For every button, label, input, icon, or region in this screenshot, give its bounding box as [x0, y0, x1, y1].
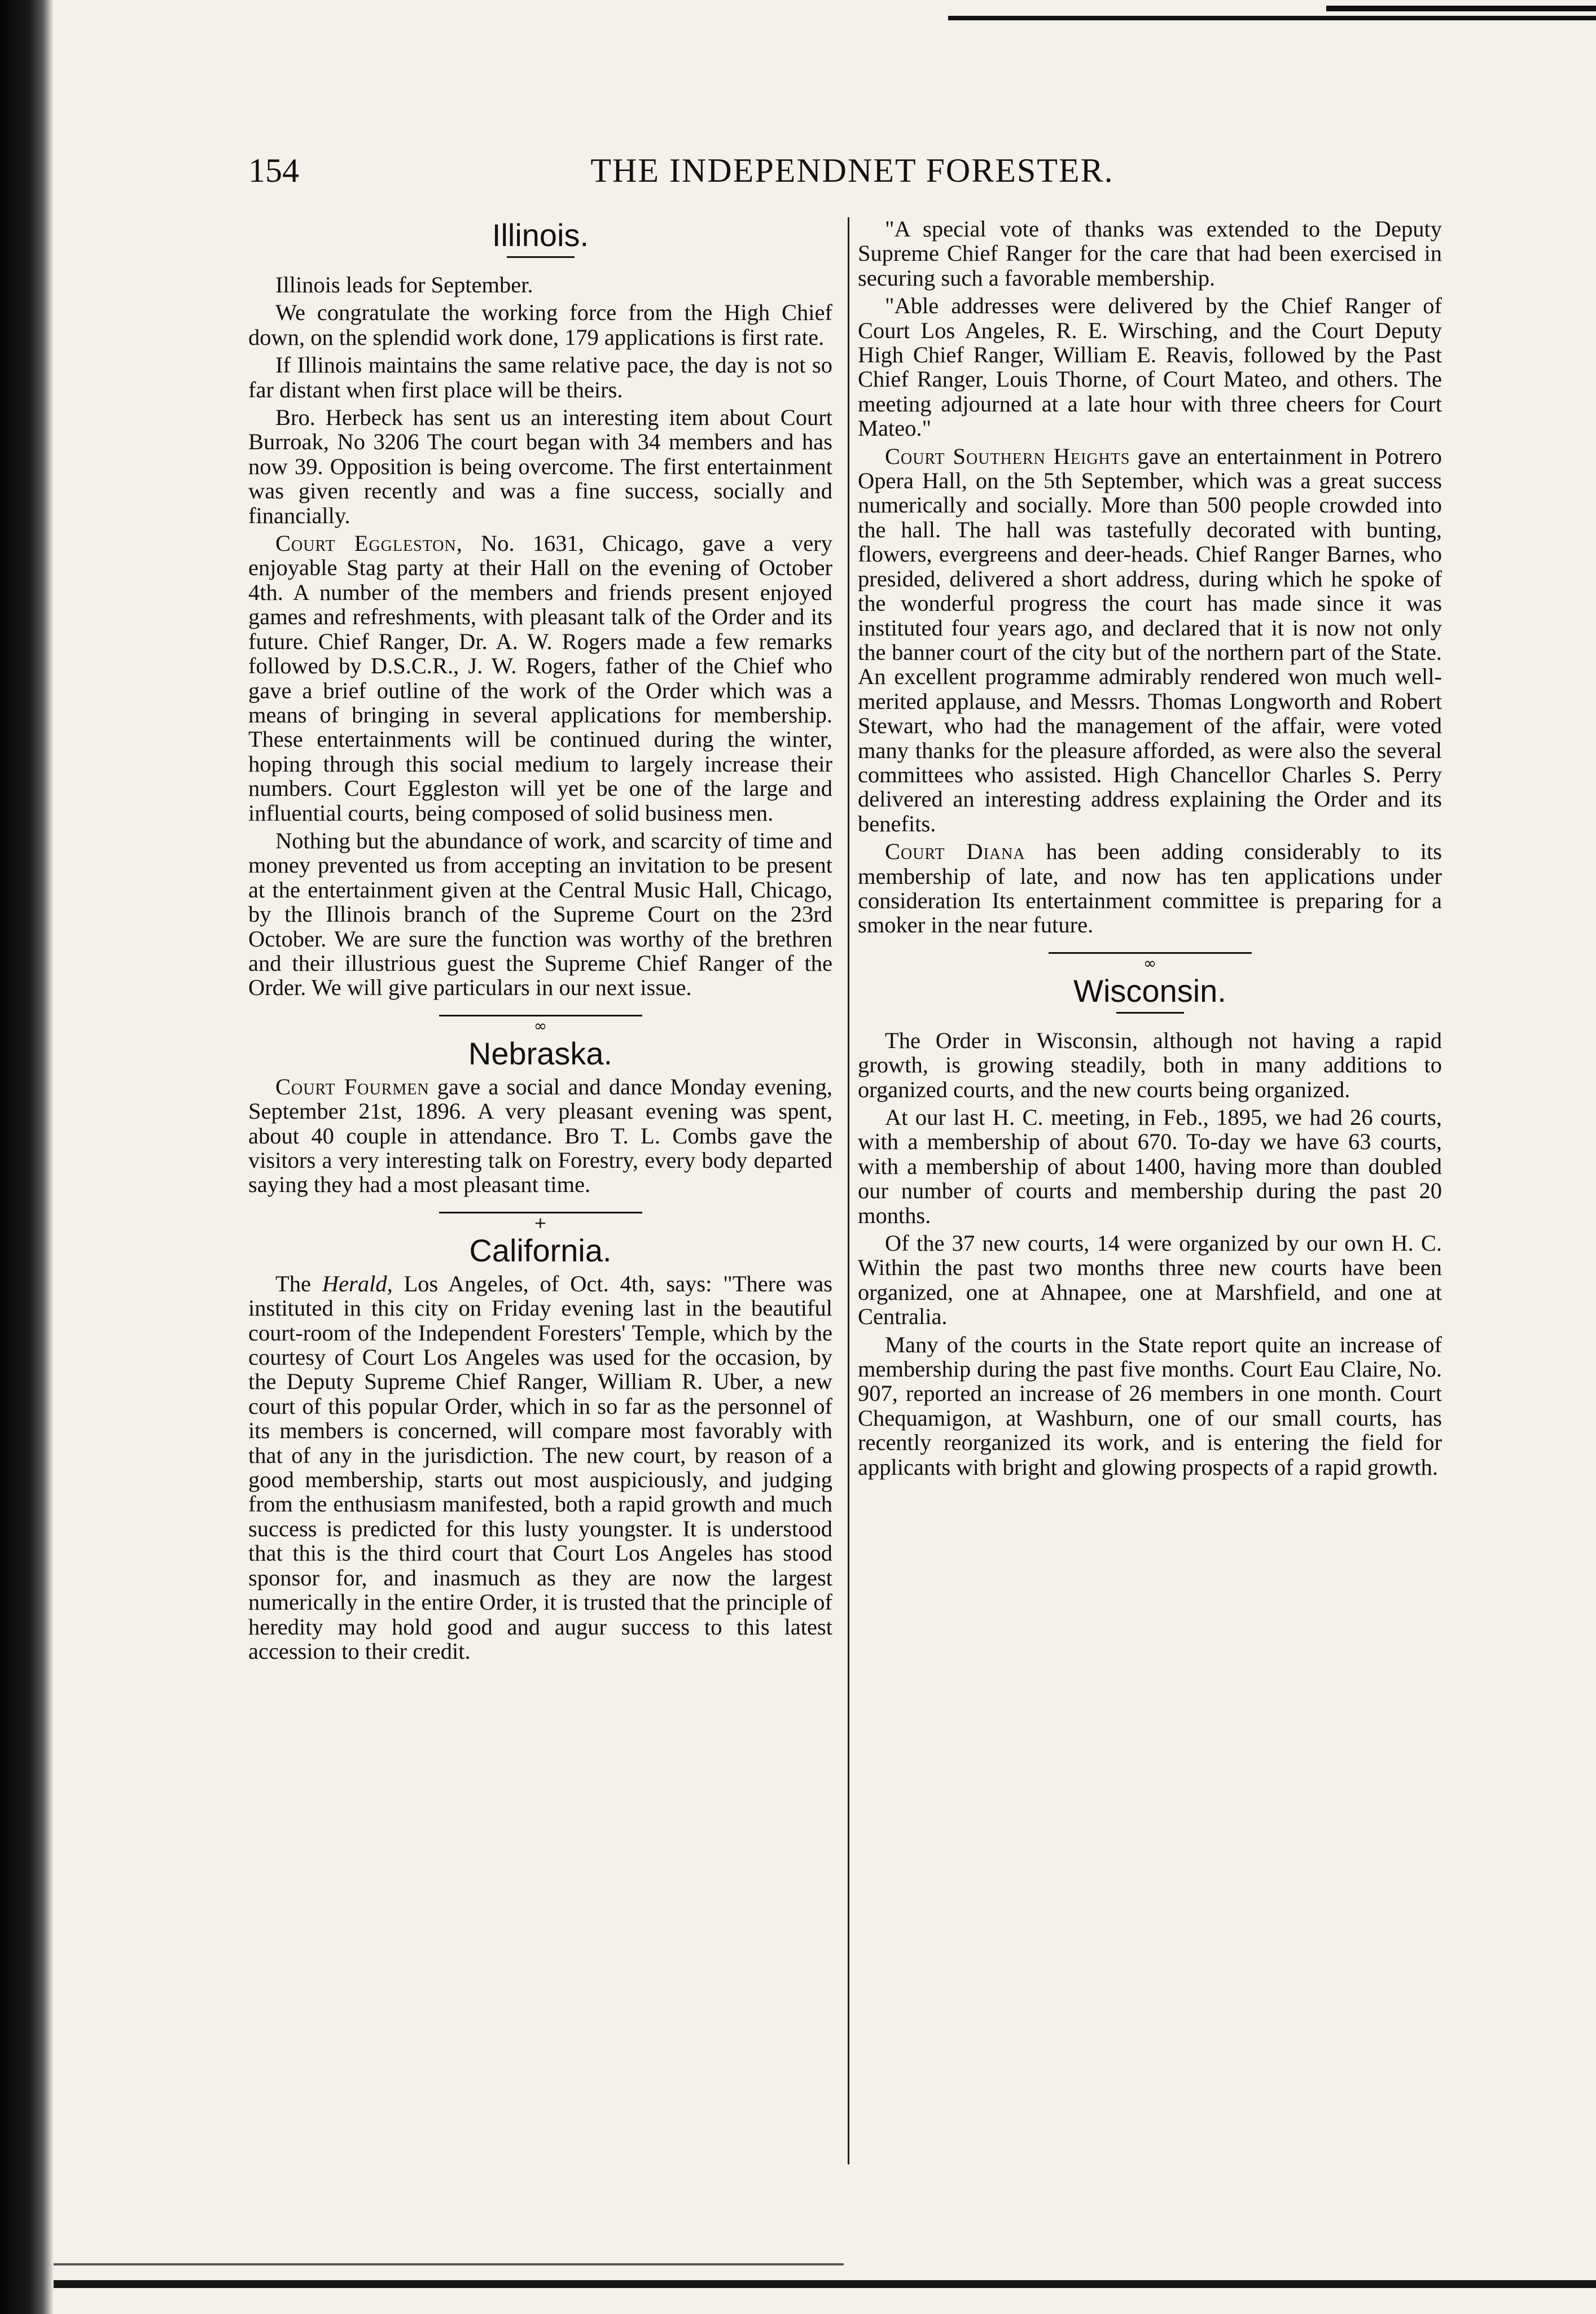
binding-edge: [0, 0, 54, 2314]
scan-edge-bottom: [54, 2280, 1596, 2288]
ornament-icon: ∞: [1139, 954, 1161, 972]
title-rule: [507, 256, 575, 258]
court-name: Court Fourmen: [275, 1073, 429, 1099]
court-name: Court Diana: [885, 839, 1025, 865]
paragraph: If Illinois maintains the same relative pace, the day is not so far distant when first place will be theirs.: [248, 352, 832, 402]
paragraph: Illinois leads for September.: [275, 272, 533, 297]
section-title-nebraska: Nebraska.: [468, 1035, 613, 1071]
paragraph: Of the 37 new courts, 14 were organized by our own H. C. Within the past two months three new courts have been organized, one at Ahnapee, one at Marshfield, and one at Centralia.: [858, 1230, 1442, 1330]
paragraph: Many of the courts in the State report quite an increase of membership during the past five months. Court Eau Claire, No. 907, reported an increase of 26 members in one month. Court Chequamigon, at Washburn, one of our small courts, has recently reorganized its work, and is entering the field for applicants with bright and glowing prospects of a rapid growth.: [858, 1331, 1442, 1480]
section-divider: [439, 1208, 642, 1232]
ornament-icon: ∞: [529, 1016, 551, 1035]
page-number: 154: [248, 152, 299, 189]
section-divider: [1049, 949, 1252, 972]
paragraph: [858, 839, 1442, 937]
column-right: [858, 213, 1442, 1483]
paragraph-text: The: [275, 1270, 311, 1296]
paragraph: [858, 444, 1442, 836]
paragraph: We congratulate the working force from the High Chief down, on the splendid work done, 179 applications is first rate.: [248, 300, 832, 350]
title-rule: [1116, 1012, 1184, 1014]
paragraph: [248, 1272, 832, 1664]
paragraph-text: gave a social and dance Monday evening, September 21st, 1896. A very pleasant evening was spent, about 40 couple in attendance. Bro T. L. Combs gave the visitors a very interesting talk on Forestry, every body departed saying they had a most pleasant time.: [248, 1073, 833, 1198]
paragraph: Bro. Herbeck has sent us an interesting item about Court Burroak, No 3206 The court began with 34 members and has now 39. Opposition is being overcome. The first entertainment was given recently and was a fine success, socially and financially.: [248, 405, 832, 528]
column-rule: [848, 217, 849, 2164]
scan-edge-bottom: [54, 2263, 844, 2265]
paragraph: [248, 531, 832, 825]
scan-edge-top: [1326, 6, 1596, 11]
paragraph: "Able addresses were delivered by the Chief Ranger of Court Los Angeles, R. E. Wirsching, and the Court Deputy High Chief Ranger, William E. Reavis, followed by the Past Chief Ranger, Louis Thorne, of Court Mateo, and others. The meeting adjourned at a late hour with three cheers for Court Mateo.": [858, 293, 1442, 441]
page-header: [248, 151, 1456, 202]
paragraph-text: gave an entertainment in Potrero Opera Hall, on the 5th September, which was a great success numerically and socially. More than 500 people crowded into the hall. The hall was tastefully decorated with bunting, flowers, evergreens and deer-heads. Chief Ranger Barnes, who presided, delivered a short address, during which he spoke of the wonderful progress the court has made since it was instituted four years ago, and declared that it is now not only the banner court of the city but of the northern part of the State. An excellent programme admirably rendered won much well-merited applause, and Messrs. Thomas Longworth and Robert Stewart, who had the management of the affair, were voted many thanks for the pleasure afforded, as were also the several committees who assisted. High Chancellor Charles S. Perry delivered an interesting address explaining the Order and its benefits.: [858, 443, 1442, 836]
paragraph-text: Los Angeles, of Oct. 4th, says: "There was instituted in this city on Friday evening last in the beautiful court-room of the Independent Foresters' Temple, which by the courtesy of Court Los Angeles was used for the occasion, by the Deputy Supreme Chief Ranger, William R. Uber, a new court of this popular Order, which in so far as the personnel of its members is concerned, will compare most favorably with that of any in the jurisdiction. The new court, by reason of a good membership, starts out most auspiciously, and judging from the enthusiasm manifested, both a rapid growth and much success is predicted for this lusty youngster. It is understood that this is the third court that Court Los Angeles has stood sponsor for, and inasmuch as they are now the largest numerically in the entire Order, it is trusted that the principle of heredity may hold good and augur success to this latest accession to their credit.: [248, 1270, 833, 1664]
paragraph: [248, 1075, 832, 1197]
column-left: [248, 213, 832, 1667]
paragraph: Nothing but the abundance of work, and scarcity of time and money prevented us from accepting an invitation to be present at the entertainment given at the Central Music Hall, Chicago, by the Illinois branch of the Supreme Court on the 23rd October. We are sure the function was worthy of the brethren and their illustrious guest the Supreme Chief Ranger of the Order. We will give particulars in our next issue.: [248, 827, 832, 1001]
section-title-wisconsin: Wisconsin.: [1073, 972, 1226, 1009]
section-divider: [439, 1011, 642, 1035]
ornament-icon: +: [529, 1213, 551, 1232]
newspaper-name: Herald,: [322, 1270, 393, 1296]
journal-title: THE INDEPENDNET FORESTER.: [590, 152, 1114, 189]
scan-edge-top: [948, 16, 1596, 20]
court-name: Court Eggleston,: [275, 531, 463, 556]
paragraph: "A special vote of thanks was extended to the Deputy Supreme Chief Ranger for the care that had been exercised in securing such a favorable membership.: [858, 216, 1442, 291]
paragraph: The Order in Wisconsin, although not having a rapid growth, is growing steadily, both in many additions to organized courts, and the new courts being organized.: [858, 1027, 1442, 1102]
section-title-california: California.: [469, 1232, 612, 1268]
paragraph: At our last H. C. meeting, in Feb., 1895, we had 26 courts, with a membership of about 670. To-day we have 63 courts, with a membership of about 1400, having more than doubled our number of courts and membership during the past 20 months.: [858, 1105, 1442, 1228]
paragraph-text: No. 1631, Chicago, gave a very enjoyable Stag party at their Hall on the evening of October 4th. A number of the members and friends present enjoyed games and refreshments, with pleasant talk of the Order and its future. Chief Ranger, Dr. A. W. Rogers made a few remarks followed by D.S.C.R., J. W. Rogers, father of the Chief who gave a brief outline of the work of the Order which was a means of bringing in several applications for membership. These entertainments will be continued during the winter, hoping through this social medium to largely increase their numbers. Court Eggleston will yet be one of the large and influential courts, being composed of solid business men.: [248, 531, 833, 826]
paragraph-text: has been adding considerably to its membership of late, and now has ten applications under consideration Its entertainment committee is preparing for a smoker in the near future.: [858, 839, 1442, 938]
section-title-illinois: Illinois.: [492, 217, 589, 253]
court-name: Court Southern Heights: [885, 443, 1130, 469]
